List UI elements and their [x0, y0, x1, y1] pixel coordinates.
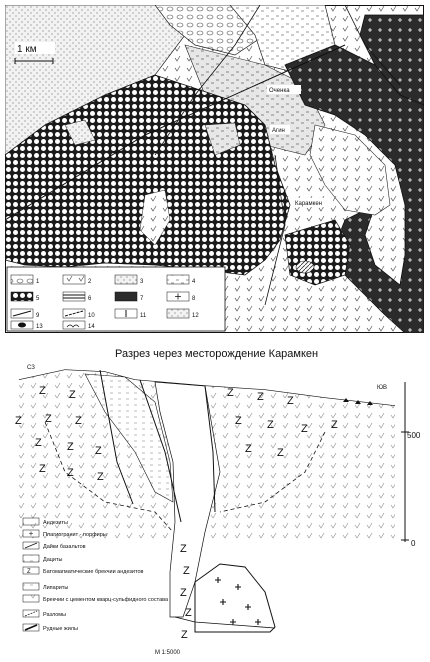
legend-num-4: 4	[192, 279, 196, 285]
legend-swatch-8	[167, 292, 189, 301]
svg-text:Z: Z	[331, 419, 338, 431]
legend-swatch-14	[63, 321, 85, 329]
legend-swatch-13	[11, 321, 33, 329]
sl-basalt-dike	[23, 542, 86, 550]
svg-text:Z: Z	[67, 467, 74, 479]
svg-text:Z: Z	[183, 565, 190, 577]
svg-text:Z: Z	[235, 415, 242, 427]
legend-num-12: 12	[192, 313, 199, 319]
legend-num-14: 14	[88, 324, 95, 330]
unit-dark-oval	[296, 261, 314, 273]
svg-text:Z: Z	[185, 607, 192, 619]
legend-swatch-10	[63, 309, 85, 318]
legend-swatch-7	[115, 292, 137, 301]
legend-swatch-3	[115, 275, 137, 284]
legend-swatch-5	[11, 292, 33, 301]
svg-text:Z: Z	[301, 423, 308, 435]
legend-num-5: 5	[36, 296, 40, 302]
svg-text:Z: Z	[15, 415, 22, 427]
legend-num-10: 10	[88, 313, 95, 319]
svg-text:Z: Z	[287, 395, 294, 407]
legend-num-6: 6	[88, 296, 92, 302]
svg-text:Z: Z	[180, 587, 187, 599]
svg-text:Андезиты: Андезиты	[43, 520, 68, 526]
svg-text:Z: Z	[257, 391, 264, 403]
legend-num-7: 7	[140, 296, 144, 302]
map-legend	[7, 267, 225, 331]
sl-andesite	[23, 518, 68, 526]
svg-text:Z: Z	[69, 389, 76, 401]
legend-swatch-9	[11, 309, 33, 318]
svg-text:Z: Z	[75, 415, 82, 427]
svg-text:Z: Z	[95, 445, 102, 457]
svg-text:Z: Z	[97, 471, 104, 483]
depth-label-0: 0	[411, 539, 416, 548]
svg-text:Z: Z	[227, 387, 234, 399]
svg-text:Z: Z	[181, 629, 188, 641]
legend-num-1: 1	[36, 279, 40, 285]
cross-section	[5, 342, 424, 660]
svg-text:Брекчии с цементом кварц-сульф: Брекчии с цементом кварц-сульфидного состава	[43, 597, 169, 603]
place-label-agin: Агин	[272, 128, 285, 134]
geological-map	[5, 5, 424, 333]
depth-scale	[401, 382, 421, 548]
sl-breccia	[23, 567, 144, 575]
orientation-right: ЮВ	[377, 385, 388, 391]
svg-text:Z: Z	[180, 543, 187, 555]
legend-num-2: 2	[88, 279, 92, 285]
svg-text:Z: Z	[27, 569, 31, 575]
legend-swatch-4	[167, 275, 189, 284]
sl-fault	[23, 610, 66, 618]
svg-text:Z: Z	[45, 413, 52, 425]
scale-bar	[15, 42, 55, 64]
orientation-left: СЗ	[27, 365, 35, 371]
place-label-ochenka: Оченка	[269, 88, 290, 94]
sl-ore-vein	[23, 624, 78, 632]
legend-swatch-6	[63, 292, 85, 301]
svg-text:Липариты: Липариты	[43, 585, 69, 591]
svg-text:Z: Z	[267, 419, 274, 431]
svg-text:Z: Z	[67, 441, 74, 453]
legend-swatch-11	[115, 309, 137, 318]
sl-liparite	[23, 583, 68, 591]
sl-dacite	[23, 555, 63, 563]
svg-text:Z: Z	[277, 447, 284, 459]
svg-text:Рудные жилы: Рудные жилы	[43, 626, 78, 632]
svg-text:Z: Z	[39, 385, 46, 397]
legend-num-11: 11	[140, 313, 147, 319]
legend-num-3: 3	[140, 279, 144, 285]
place-label-karamken: Карамкен	[295, 201, 322, 207]
svg-text:Дайки базальтов: Дайки базальтов	[43, 544, 86, 550]
legend-num-8: 8	[192, 296, 196, 302]
svg-text:Батомагматические брекчии анде: Батомагматические брекчии андезитов	[43, 569, 144, 575]
scale-bar-label: 1 км	[17, 44, 37, 55]
legend-num-9: 9	[36, 313, 40, 319]
section-title: Разрез через месторождение Карамкен	[115, 348, 319, 360]
svg-text:Плагиогранит - порфиры: Плагиогранит - порфиры	[43, 532, 107, 538]
svg-text:Дациты: Дациты	[43, 557, 63, 563]
legend-num-13: 13	[36, 324, 43, 330]
svg-text:Z: Z	[39, 463, 46, 475]
svg-text:Z: Z	[35, 437, 42, 449]
legend-swatch-2	[63, 275, 85, 284]
depth-label-500: 500	[407, 431, 421, 440]
legend-swatch-1	[11, 275, 33, 284]
svg-text:Разломы: Разломы	[43, 612, 67, 618]
legend-swatch-12	[167, 309, 189, 318]
sl-breccia-cement	[23, 595, 169, 603]
section-scale: М 1:5000	[155, 650, 181, 656]
sl-plagiogranite	[23, 530, 107, 538]
svg-text:Z: Z	[245, 443, 252, 455]
